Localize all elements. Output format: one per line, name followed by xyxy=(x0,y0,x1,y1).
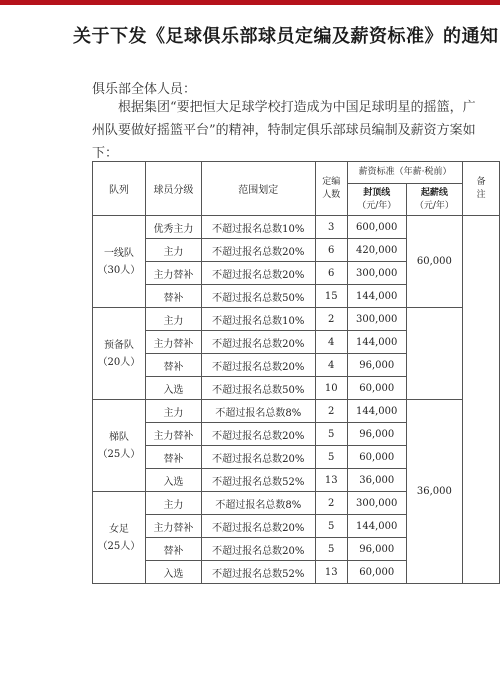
scope-cell: 不超过报名总数50% xyxy=(202,285,316,308)
cap-cell: 600,000 xyxy=(347,216,406,239)
header-grade: 球员分级 xyxy=(145,162,201,216)
scope-cell: 不超过报名总数10% xyxy=(202,216,316,239)
grade-cell: 入选 xyxy=(145,561,201,584)
scope-cell: 不超过报名总数50% xyxy=(202,377,316,400)
cap-cell: 60,000 xyxy=(347,446,406,469)
quota-cell: 13 xyxy=(315,469,347,492)
grade-cell: 主力替补 xyxy=(145,423,201,446)
cap-cell: 60,000 xyxy=(347,561,406,584)
intro-paragraph xyxy=(92,96,500,165)
start-salary-cell: 60,000 xyxy=(406,216,463,308)
quota-cell: 4 xyxy=(315,354,347,377)
header-scope: 范围划定 xyxy=(202,162,316,216)
quota-cell: 5 xyxy=(315,423,347,446)
scope-cell: 不超过报名总数52% xyxy=(202,561,316,584)
grade-cell: 替补 xyxy=(145,538,201,561)
grade-cell: 主力 xyxy=(145,239,201,262)
quota-cell: 6 xyxy=(315,239,347,262)
cap-cell: 144,000 xyxy=(347,331,406,354)
scope-cell: 不超过报名总数10% xyxy=(202,308,316,331)
cap-cell: 300,000 xyxy=(347,262,406,285)
grade-cell: 替补 xyxy=(145,354,201,377)
team-cell: 预备队 （20人） xyxy=(93,308,146,400)
grade-cell: 主力 xyxy=(145,492,201,515)
header-note: 备 注 xyxy=(463,162,500,216)
scope-cell: 不超过报名总数8% xyxy=(202,492,316,515)
table-row xyxy=(93,400,500,423)
scope-cell: 不超过报名总数20% xyxy=(202,354,316,377)
grade-cell: 入选 xyxy=(145,377,201,400)
cap-cell: 96,000 xyxy=(347,423,406,446)
grade-cell: 主力替补 xyxy=(145,331,201,354)
paragraph-line: 下： xyxy=(92,146,119,161)
quota-cell: 6 xyxy=(315,262,347,285)
grade-cell: 替补 xyxy=(145,446,201,469)
cap-cell: 144,000 xyxy=(347,515,406,538)
team-cell: 女足 （25人） xyxy=(93,492,146,584)
header-cap: 封顶线 （元/年） xyxy=(347,184,406,216)
start-salary-cell xyxy=(406,308,463,400)
scope-cell: 不超过报名总数52% xyxy=(202,469,316,492)
note-cell xyxy=(463,216,500,584)
grade-cell: 优秀主力 xyxy=(145,216,201,239)
cap-cell: 144,000 xyxy=(347,285,406,308)
header-start: 起薪线 （元/年） xyxy=(406,184,463,216)
quota-cell: 4 xyxy=(315,331,347,354)
cap-cell: 36,000 xyxy=(347,469,406,492)
paragraph-line: 根据集团“要把恒大足球学校打造成为中国足球明星的摇篮，广 xyxy=(118,100,476,115)
grade-cell: 主力 xyxy=(145,308,201,331)
scope-cell: 不超过报名总数20% xyxy=(202,423,316,446)
header-quota: 定编 人数 xyxy=(315,162,347,216)
quota-cell: 10 xyxy=(315,377,347,400)
header-team: 队列 xyxy=(93,162,146,216)
grade-cell: 主力替补 xyxy=(145,515,201,538)
quota-cell: 3 xyxy=(315,216,347,239)
header-salary-group: 薪资标准（年薪·税前） xyxy=(347,162,462,184)
cap-cell: 96,000 xyxy=(347,354,406,377)
paragraph-line: 州队要做好摇篮平台”的精神，特制定俱乐部球员编制及薪资方案如 xyxy=(92,123,476,138)
quota-cell: 2 xyxy=(315,400,347,423)
scope-cell: 不超过报名总数8% xyxy=(202,400,316,423)
quota-cell: 2 xyxy=(315,492,347,515)
quota-cell: 5 xyxy=(315,515,347,538)
cap-cell: 300,000 xyxy=(347,308,406,331)
scope-cell: 不超过报名总数20% xyxy=(202,239,316,262)
table-row xyxy=(93,308,500,331)
salary-table xyxy=(92,161,500,584)
scope-cell: 不超过报名总数20% xyxy=(202,538,316,561)
team-cell: 梯队 （25人） xyxy=(93,400,146,492)
top-accent-bar xyxy=(0,0,500,5)
grade-cell: 主力 xyxy=(145,400,201,423)
quota-cell: 15 xyxy=(315,285,347,308)
quota-cell: 5 xyxy=(315,446,347,469)
cap-cell: 144,000 xyxy=(347,400,406,423)
cap-cell: 420,000 xyxy=(347,239,406,262)
quota-cell: 5 xyxy=(315,538,347,561)
grade-cell: 入选 xyxy=(145,469,201,492)
table-row xyxy=(93,216,500,239)
cap-cell: 96,000 xyxy=(347,538,406,561)
salutation: 俱乐部全体人员： xyxy=(92,82,197,97)
team-cell: 一线队 （30人） xyxy=(93,216,146,308)
grade-cell: 主力替补 xyxy=(145,262,201,285)
cap-cell: 60,000 xyxy=(347,377,406,400)
quota-cell: 13 xyxy=(315,561,347,584)
scope-cell: 不超过报名总数20% xyxy=(202,331,316,354)
cap-cell: 300,000 xyxy=(347,492,406,515)
start-salary-cell: 36,000 xyxy=(406,400,463,584)
document-title: 关于下发《足球俱乐部球员定编及薪资标准》的通知 xyxy=(73,26,499,47)
quota-cell: 2 xyxy=(315,308,347,331)
scope-cell: 不超过报名总数20% xyxy=(202,446,316,469)
scope-cell: 不超过报名总数20% xyxy=(202,515,316,538)
grade-cell: 替补 xyxy=(145,285,201,308)
scope-cell: 不超过报名总数20% xyxy=(202,262,316,285)
